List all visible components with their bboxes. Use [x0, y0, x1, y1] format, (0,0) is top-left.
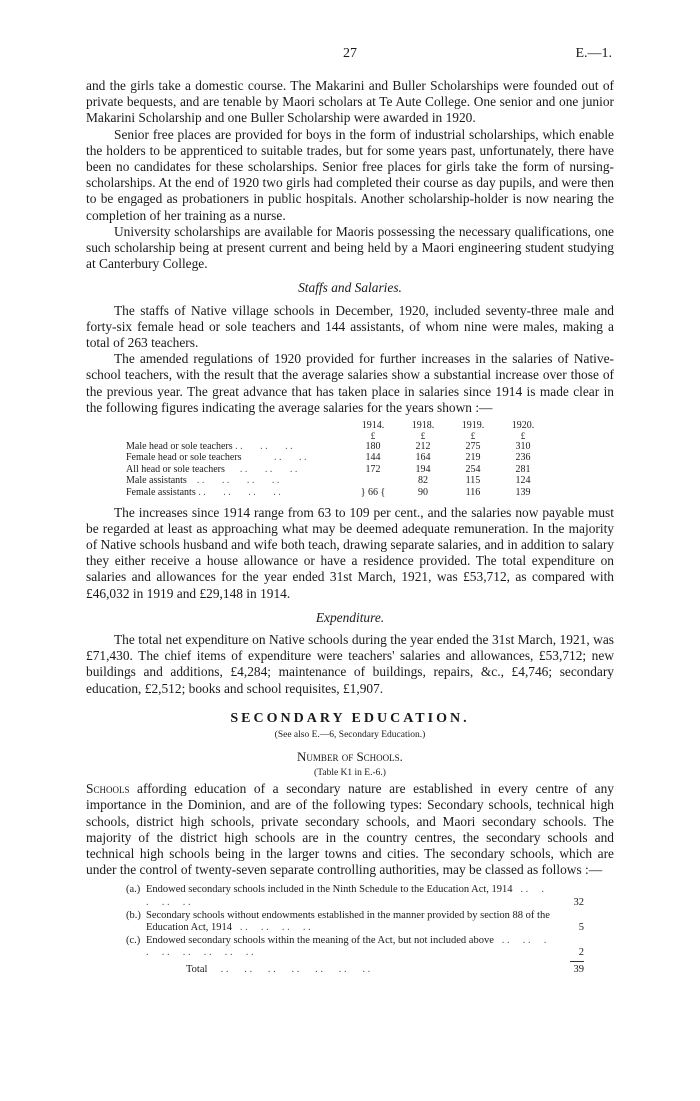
subheading-number-of-schools: Number of Schools.: [297, 749, 403, 765]
total-value: 39: [573, 964, 584, 976]
page-number: 27: [343, 46, 357, 61]
salary-table-units: [126, 432, 548, 441]
table-cell-assistants-1914: } 66 {: [360, 487, 386, 499]
paragraph-text: affording education of a secondary nature are established in every centre of any importance in the Dominion, and are of the following types: Secondary schools, technical high schools, district high schools, private secondary schools, and Maori secondary schools. The majority of the district high schools are in the country centres, the secondary schools and technical high schools being in the larger towns and cities. The secondary schools, which are under the control of twenty-seven separate controlling authorities, may be classed as follows :—: [86, 781, 614, 878]
table-cell: 82: [418, 475, 428, 487]
total-rule: [570, 961, 584, 962]
table-row: Male head or sole teachers . . . . . . 180 212 275 310: [126, 441, 548, 453]
section-heading-secondary-education: SECONDARY EDUCATION.: [230, 710, 470, 726]
table-cell: 124: [515, 475, 531, 487]
year-header: 1918.: [411, 420, 435, 432]
salary-table: [126, 420, 548, 499]
section-heading-expenditure: Expenditure.: [315, 609, 385, 625]
unit-symbol: £: [470, 430, 476, 441]
salary-table-header: [126, 420, 548, 432]
row-label: Female head or sole teachers: [126, 452, 242, 464]
unit-symbol: £: [420, 430, 426, 441]
list-item: (c.) Endowed secondary schools within the meaning of the Act, but not included above . . . . . . . . . . . . . . . . 2: [126, 934, 584, 959]
list-item-value: 2: [578, 947, 584, 959]
table-cell: 310: [515, 440, 531, 452]
table-cell: 164: [415, 452, 431, 464]
table-cell: 281: [515, 463, 531, 475]
bracketed-value: 66: [368, 487, 378, 499]
document-reference: E.—1.: [575, 46, 612, 61]
table-cell: 275: [465, 440, 481, 452]
table-row: Male assistants . . . . . . . . } 66 { 82 115 124: [126, 475, 548, 487]
table-row: Female head or sole teachers . . . . 144 164 219 236: [126, 452, 548, 464]
paragraph-staffs: The staffs of Native village schools in December, 1920, included seventy-three male and forty-six female head or sole teachers and 144 assistants, of whom nine were males, making a total of 263 teachers.: [86, 302, 614, 351]
table-cell: 116: [465, 487, 481, 499]
unit-symbol: £: [520, 430, 526, 441]
row-label: Female assistants: [126, 487, 196, 499]
list-item-text: Secondary schools without endowments established in the manner provided by section 88 of the Education Act, 1914: [146, 909, 550, 934]
section-heading-staffs: Staffs and Salaries.: [298, 280, 402, 296]
list-item-value: 32: [573, 897, 584, 909]
list-item: (b.) Secondary schools without endowments established in the manner provided by section 88 of the Education Act, 1914 . . . . . . . . 5: [126, 909, 584, 934]
table-cell: 219: [465, 452, 481, 464]
list-item-label: (a.): [126, 884, 141, 896]
year-header: 1914.: [361, 420, 385, 432]
paragraph-expenditure: The total net expenditure on Native schools during the year ended the 31st March, 1921, was £71,430. The chief items of expenditure were teachers' salaries and allowances, £53,712; new buildings and additions, £4,284; maintenance of buildings, repairs, &c., £4,746; secondary education, £2,512; books and school requisites, £1,907.: [86, 632, 614, 696]
table-cell: 90: [418, 487, 428, 499]
table-cell: 115: [465, 475, 481, 487]
list-item-label: (b.): [126, 909, 141, 921]
list-item-value: 5: [578, 922, 584, 934]
row-label: Male assistants: [126, 475, 187, 487]
row-label: All head or sole teachers: [126, 463, 225, 475]
paragraph-senior-free-places: Senior free places are provided for boys in the form of industrial scholarships, which enable the holders to be apprenticed to suitable trades, but for some years past, unfortunately, there have been no candidates for these scholarships. Senior free places for girls take the form of nursing-scholarships. At the end of 1920 two girls had completed their course as day pupils, and were then to be engaged as probationers in public hospitals. Another scholarship-holder is now nearing the completion of her training as a nurse.: [86, 126, 614, 223]
table-cell: 212: [415, 440, 431, 452]
table-cell: 254: [465, 463, 481, 475]
total-label: Total: [186, 964, 208, 976]
year-header: 1919.: [461, 420, 485, 432]
list-item-text: Endowed secondary schools within the meaning of the Act, but not included above: [146, 934, 494, 946]
table-cell: 144: [365, 452, 381, 464]
year-header: 1920.: [511, 420, 535, 432]
list-item-label: (c.): [126, 934, 141, 946]
total-row: Total . . . . . . . . . . . . . . 39: [186, 964, 584, 976]
paragraph-university-scholarships: University scholarships are available for Maoris possessing the necessary qualifications, one such scholarship being at present current and being held by a Maori engineering student studying at Canterbury College.: [86, 223, 614, 272]
table-cell: 194: [415, 463, 431, 475]
table-cell: 180: [365, 440, 381, 452]
paragraph-increases: The increases since 1914 range from 63 to 109 per cent., and the salaries now payable must be regarded at least as approaching what may be deemed adequate remuneration. In the majority of Native schools husband and wife both teach, drawing separate salaries, and in addition to salary they either receive a house allowance or have a residence provided. The total expenditure on salaries and allowances for the year ended 31st March, 1921, was £53,712, as compared with £46,032 in 1919 and £29,148 in 1914.: [86, 504, 614, 601]
unit-symbol: £: [370, 430, 376, 441]
table-row: All head or sole teachers . . . . . . 172 194 254 281: [126, 464, 548, 476]
table-cell: 139: [515, 487, 531, 499]
table-reference: (Table K1 in E.-6.): [314, 768, 386, 779]
lead-word: Schools: [86, 781, 130, 797]
page-body: [86, 78, 614, 977]
row-label: Male head or sole teachers: [126, 440, 233, 452]
paragraph-scholarships: and the girls take a domestic course. The Makarini and Buller Scholarships were founded out of private bequests, and are tenable by Maori scholars at Te Aute College. One senior and one junior Makarini Scholarship and one Buller Scholarship were awarded in 1920.: [86, 78, 614, 126]
page-header: [0, 46, 700, 68]
list-item: (a.) Endowed secondary schools included in the Ninth Schedule to the Education Act, 1914 . . . . . . . . 32: [126, 884, 584, 909]
paragraph-regulations: The amended regulations of 1920 provided for further increases in the salaries of Native-school teachers, with the result that the average salaries show a substantial increase over those of the previous year. The great advance that has taken place in salaries since 1914 is made clear in the following figures indicating the average salaries for the years shown :—: [86, 351, 614, 415]
school-classification-list: [126, 884, 584, 976]
table-cell: 172: [365, 463, 381, 475]
see-also-note: (See also E.—6, Secondary Education.): [274, 730, 426, 741]
table-cell: 236: [515, 452, 531, 464]
paragraph-secondary-schools: [86, 781, 614, 878]
table-row: Female assistants . . . . . . . . 90 116 139: [126, 487, 548, 499]
list-item-text: Endowed secondary schools included in the Ninth Schedule to the Education Act, 1914: [146, 884, 513, 896]
